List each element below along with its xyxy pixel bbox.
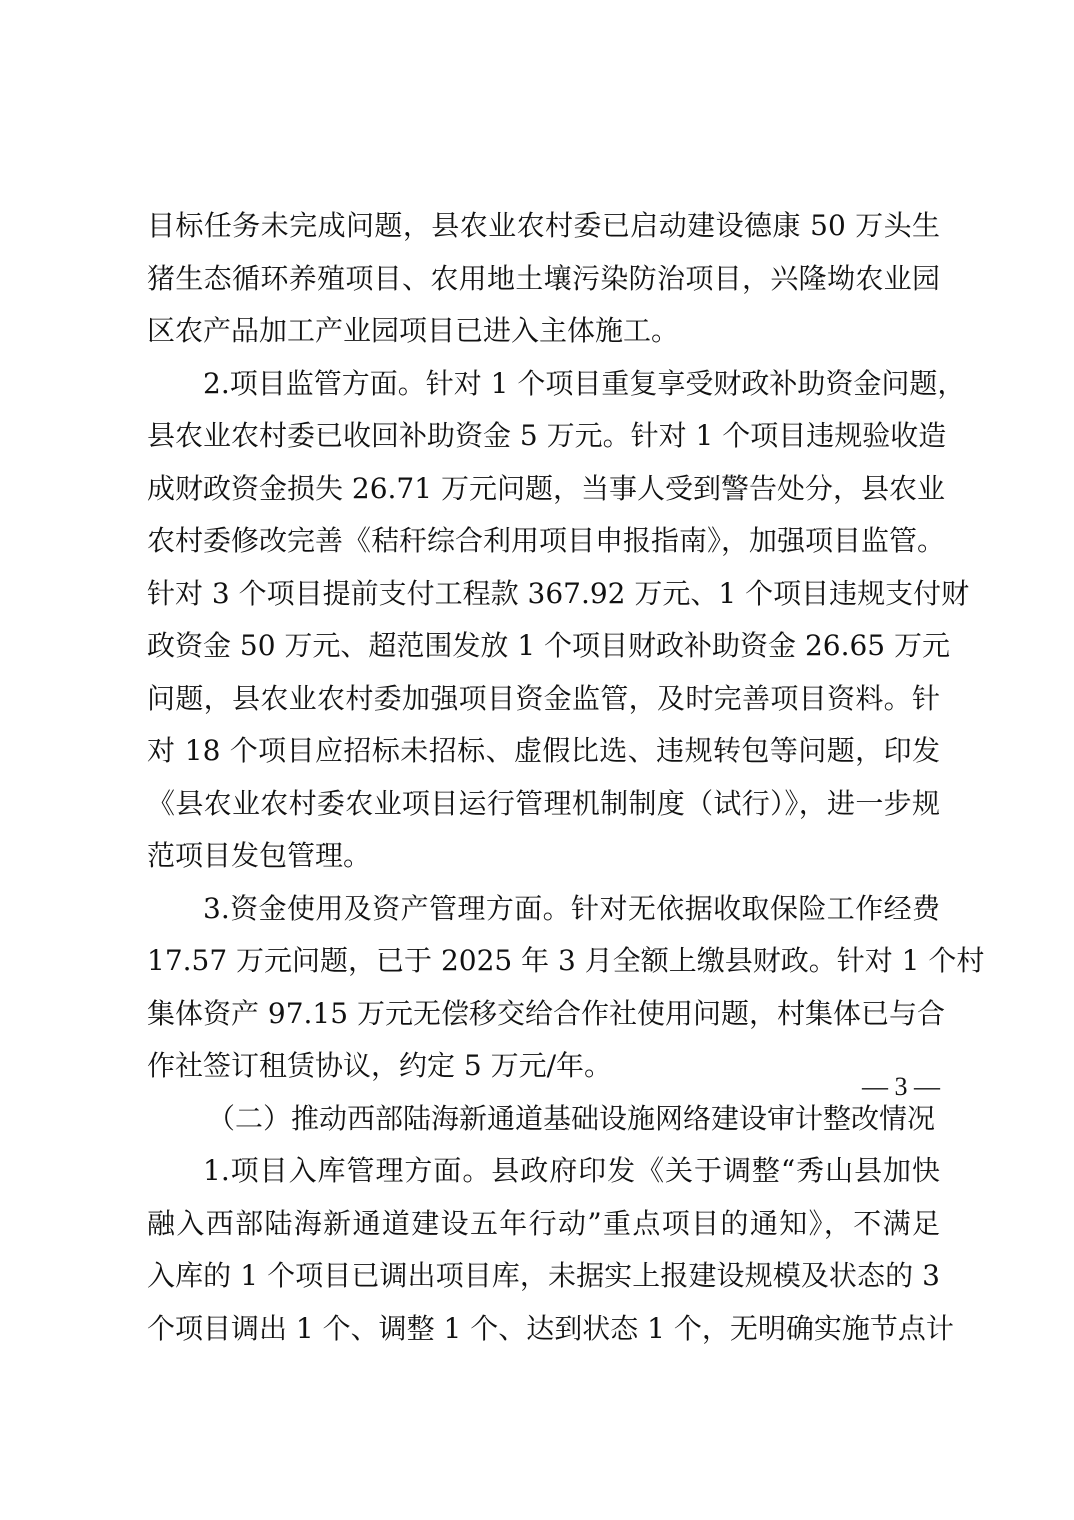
text-line: 个项目调出 1 个、调整 1 个、达到状态 1 个，无明确实施节点计 (147, 1311, 954, 1345)
text-line: 问题，县农业农村委加强项目资金监管，及时完善项目资料。针 (147, 681, 940, 715)
text-line: 1.项目入库管理方面。县政府印发《关于调整“秀山县加快 (203, 1154, 940, 1187)
text-line: 成财政资金损失 26.71 万元问题，当事人受到警告处分，县农业 (147, 471, 945, 505)
text-line: 对 18 个项目应招标未招标、虚假比选、违规转包等问题，印发 (147, 734, 940, 767)
text-line: 作社签订租赁协议，约定 5 万元/年。 (147, 1049, 613, 1082)
text-line: 目标任务未完成问题，县农业农村委已启动建设德康 50 万头生 (147, 209, 940, 242)
text-line: 区农产品加工产业园项目已进入主体施工。 (147, 314, 680, 347)
text-line: 范项目发包管理。 (147, 839, 372, 872)
text-line: 17.57 万元问题，已于 2025 年 3 月全额上缴县财政。针对 1 个村 (147, 944, 985, 977)
text-line: 县农业农村委已收回补助资金 5 万元。针对 1 个项目违规验收造 (147, 419, 947, 452)
text-line: 猪生态循环养殖项目、农用地土壤污染防治项目，兴隆坳农业园 (147, 261, 940, 295)
text-line: 政资金 50 万元、超范围发放 1 个项目财政补助资金 26.65 万元 (147, 629, 951, 662)
text-line: 融入西部陆海新通道建设五年行动”重点项目的通知》，不满足 (147, 1206, 940, 1240)
text-line: 针对 3 个项目提前支付工程款 367.92 万元、1 个项目违规支付财 (147, 576, 970, 610)
text-line: 入库的 1 个项目已调出项目库，未据实上报建设规模及状态的 3 (147, 1259, 940, 1292)
body-text (147, 200, 985, 1355)
text-line: 集体资产 97.15 万元无偿移交给合作社使用问题，村集体已与合 (147, 996, 945, 1030)
section-heading: （二）推动西部陆海新通道基础设施网络建设审计整改情况 (207, 1101, 936, 1135)
text-line: 2.项目监管方面。针对 1 个项目重复享受财政补助资金问题， (203, 366, 966, 400)
text-line: 农村委修改完善《秸秆综合利用项目申报指南》，加强项目监管。 (147, 524, 946, 557)
text-line: 《县农业农村委农业项目运行管理机制制度（试行）》，进一步规 (147, 786, 940, 820)
page-number: — 3 — (862, 1072, 940, 1101)
text-line: 3.资金使用及资产管理方面。针对无依据收取保险工作经费 (203, 891, 940, 925)
